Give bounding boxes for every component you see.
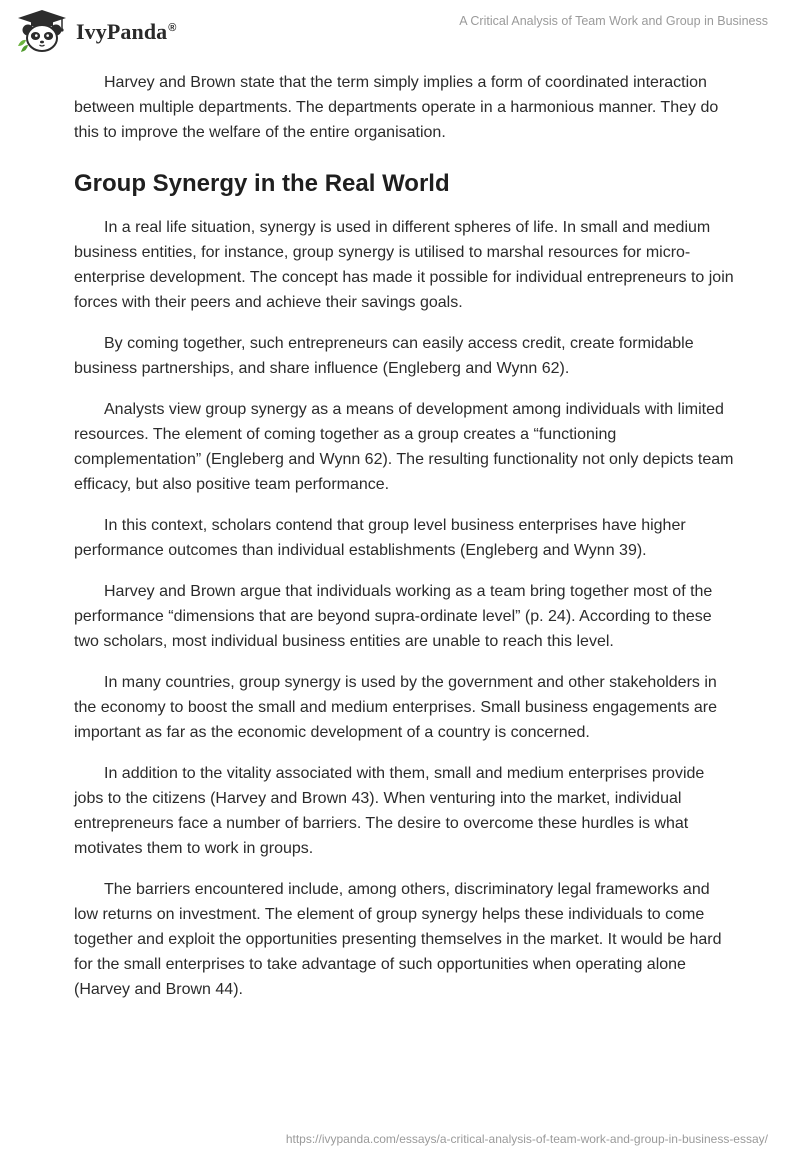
body-paragraph: In addition to the vitality associated with them, small and medium enterprises provide jobs to the citizens (Harvey and Brown 43). When venturing into the market, individual entrepreneurs face a number of barriers. The desire to overcome these hurdles is what motivates them to work in groups.	[74, 765, 705, 857]
document-title: A Critical Analysis of Team Work and Group in Business	[459, 14, 768, 28]
body-paragraph: In a real life situation, synergy is used in different spheres of life. In small and medium business entities, for instance, group synergy is utilised to marshal resources for micro-enterprise development. The concept has made it possible for individual entrepreneurs to join forces with their peers and achieve their savings goals.	[74, 219, 734, 311]
source-url[interactable]: https://ivypanda.com/essays/a-critical-analysis-of-team-work-and-group-in-business-essay/	[285, 1132, 768, 1146]
body-paragraph: By coming together, such entrepreneurs can easily access credit, create formidable business partnerships, and share influence (Engleberg and Wynn 62).	[74, 335, 694, 377]
page-header	[0, 0, 800, 60]
intro-paragraph: Harvey and Brown state that the term simply implies a form of coordinated interaction between multiple departments. The departments operate in a harmonious manner. They do this to improve the welfare of the entire organisation.	[74, 74, 719, 141]
body-paragraph: Analysts view group synergy as a means of development among individuals with limited resources. The element of coming together as a group creates a “functioning complementation” (Engleberg and Wynn 62). The resulting functionality not only depicts team efficacy, but also positive team performance.	[74, 401, 734, 493]
body-paragraph: In this context, scholars contend that group level business enterprises have higher performance outcomes than individual establishments (Engleberg and Wynn 39).	[74, 517, 686, 559]
registered-mark: ®	[168, 21, 177, 34]
panda-graduate-logo-icon	[14, 8, 70, 54]
essay-body	[74, 70, 734, 1018]
body-paragraph: The barriers encountered include, among others, discriminatory legal frameworks and low returns on investment. The element of group synergy helps these individuals to come together and exploit the opportunities presenting themselves in the market. It would be hard for the small enterprises to take advantage of such opportunities when operating alone (Harvey and Brown 44).	[74, 881, 722, 998]
section-heading: Group Synergy in the Real World	[74, 170, 450, 197]
body-paragraph: Harvey and Brown argue that individuals working as a team bring together most of the performance “dimensions that are beyond supra-ordinate level” (p. 24). According to these two scholars, most individual business entities are unable to reach this level.	[74, 583, 713, 650]
body-paragraph: In many countries, group synergy is used by the government and other stakeholders in the economy to boost the small and medium enterprises. Small business engagements are important as far as the economic development of a country is concerned.	[74, 674, 718, 741]
brand-logo[interactable]	[14, 8, 177, 54]
brand-name: IvyPanda®	[76, 19, 177, 44]
